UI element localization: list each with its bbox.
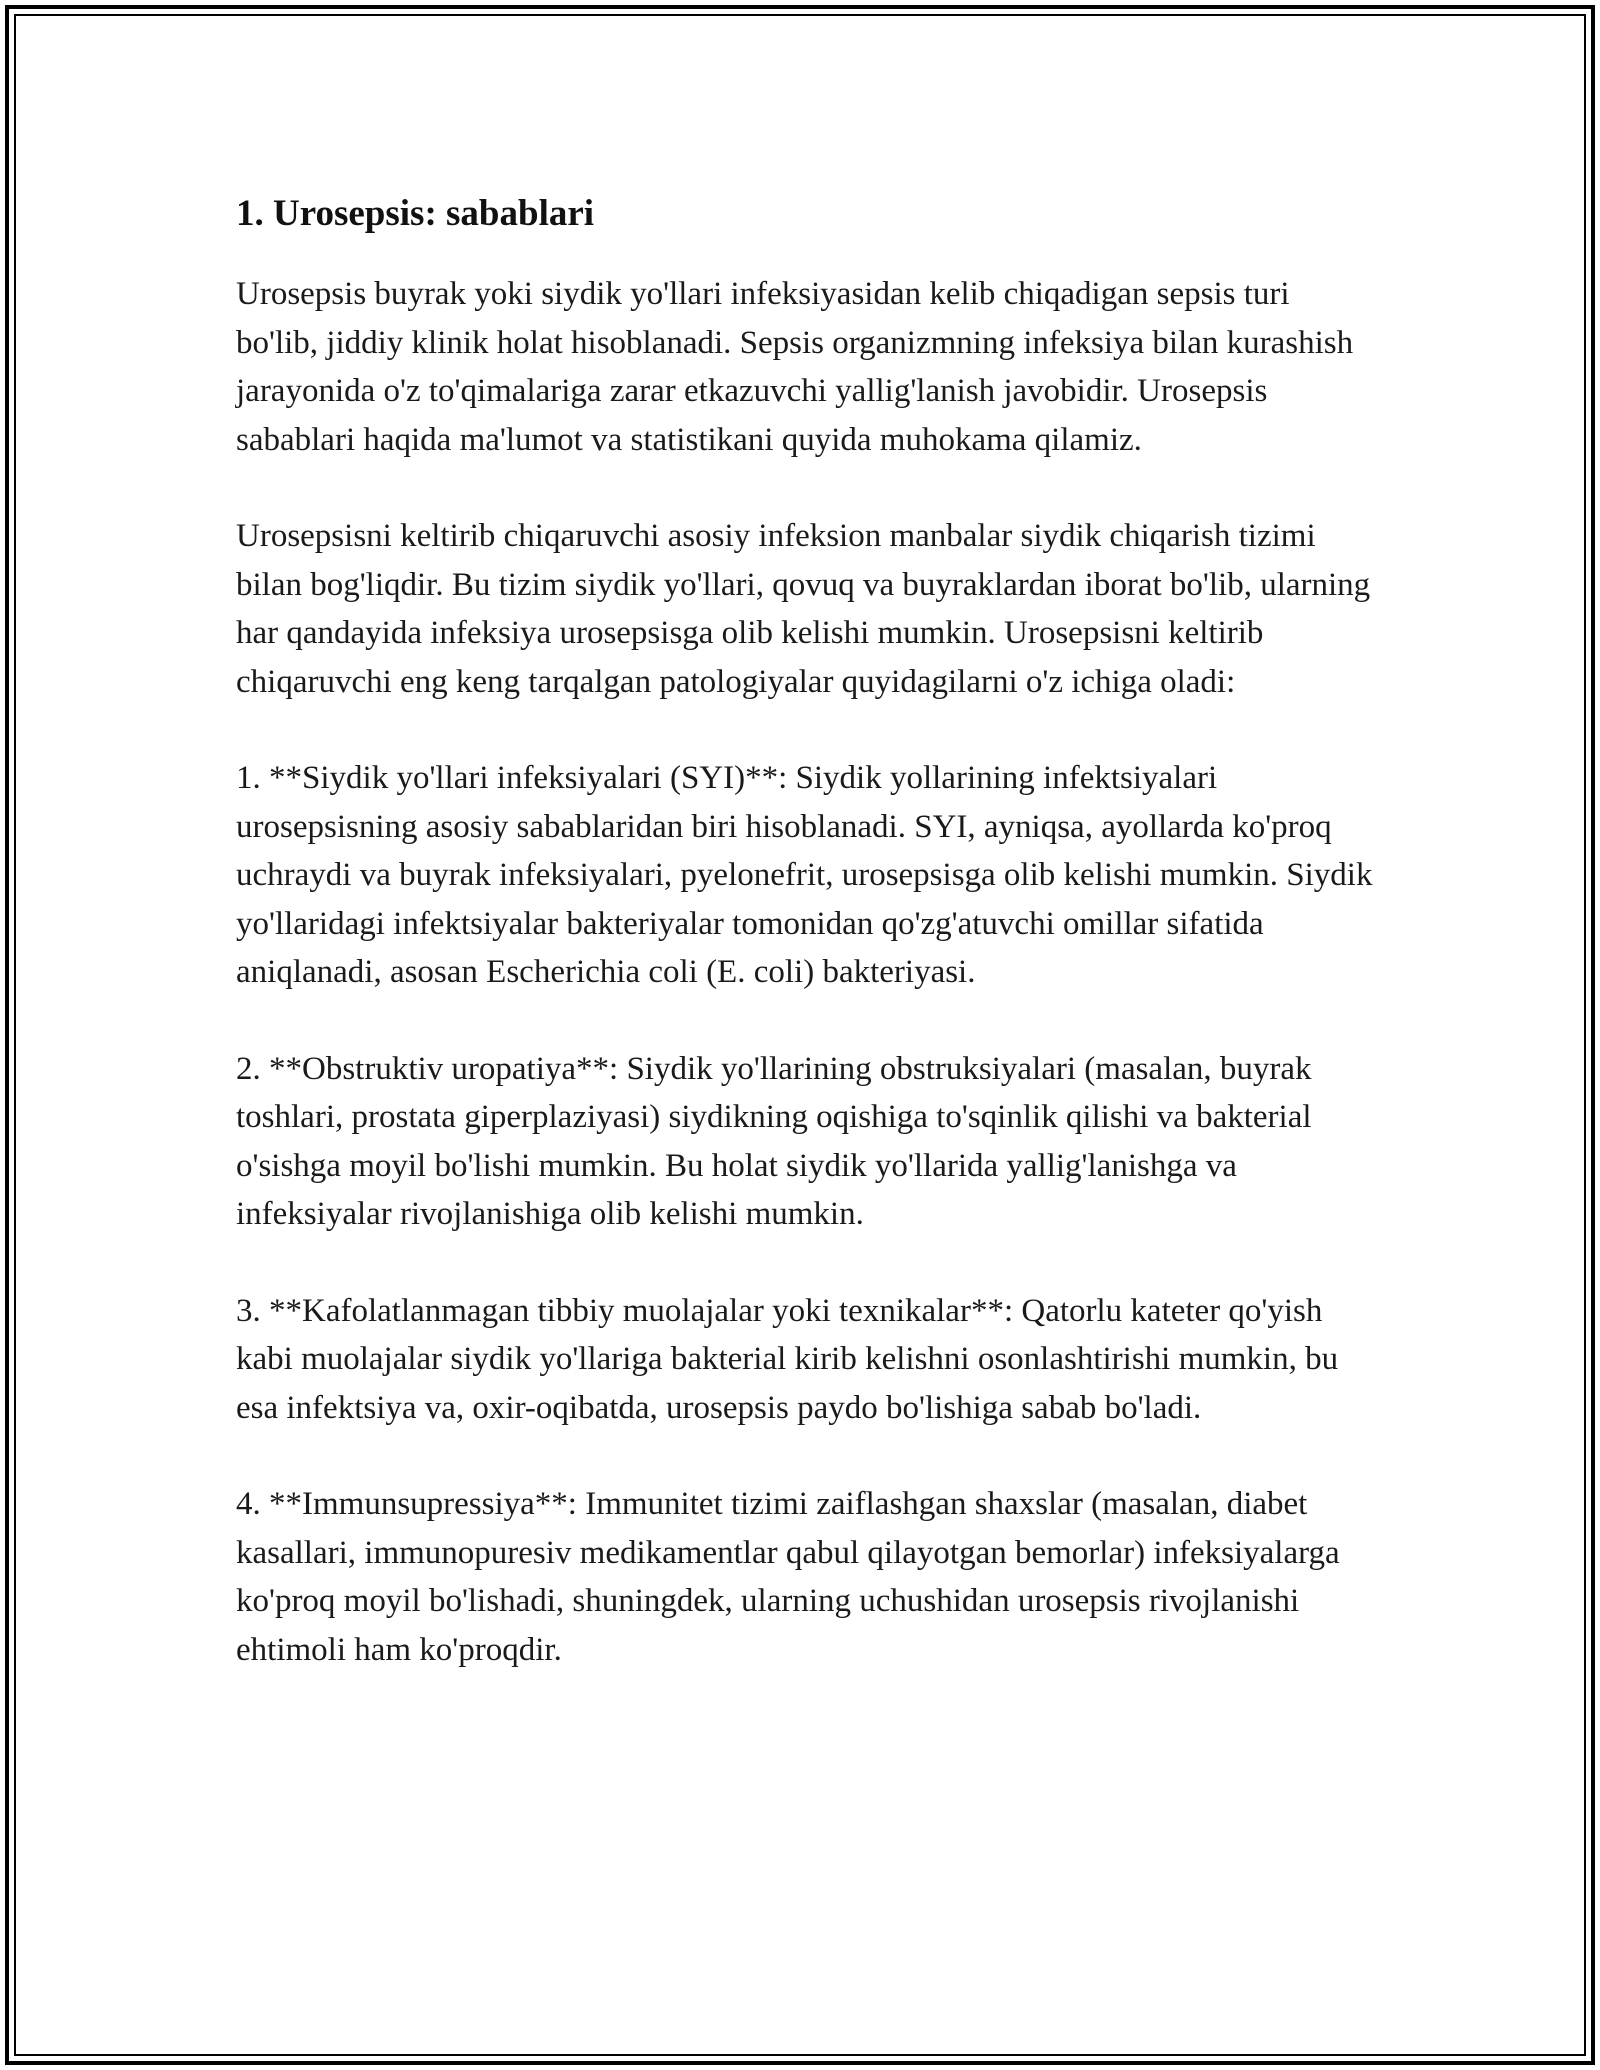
- list-item-uti: 1. **Siydik yo'llari infeksiyalari (SYI)**: Siydik yollarining infektsiyalari urosepsisning asosiy sabablaridan biri hisoblanadi. SYI, ayniqsa, ayollarda ko'proq uchraydi va buyrak infeksiyalari, pyelonefrit, urosepsisga olib kelishi mumkin. Siydik yo'llaridagi infektsiyalar bakteriyalar tomonidan qo'zg'atuvchi omillar sifatida aniqlanadi, asosan Escherichia coli (E. coli) bakteriyasi.: [236, 760, 1373, 990]
- list-item-medical-procedures: 3. **Kafolatlanmagan tibbiy muolajalar yoki texnikalar**: Qatorlu kateter qo'yish kabi muolajalar siydik yo'llariga bakterial kirib kelishni osonlashtirishi mumkin, bu esa infektsiya va, oxir-oqibatda, urosepsis paydo bo'lishiga sabab bo'ladi.: [236, 1292, 1339, 1426]
- document-body: [236, 188, 1376, 1674]
- paragraph-sources: Urosepsisni keltirib chiqaruvchi asosiy infeksion manbalar siydik chiqarish tizimi bilan bog'liqdir. Bu tizim siydik yo'llari, qovuq va buyraklardan iborat bo'lib, ularning har qandayida infeksiya urosepsisga olib kelishi mumkin. Urosepsisni keltirib chiqaruvchi eng keng tarqalgan patologiyalar quyidagilarni o'z ichiga oladi:: [236, 518, 1371, 700]
- paragraph-intro: Urosepsis buyrak yoki siydik yo'llari infeksiyasidan kelib chiqadigan sepsis turi bo'lib, jiddiy klinik holat hisoblanadi. Sepsis organizmning infeksiya bilan kurashish jarayonida o'z to'qimalariga zarar etkazuvchi yallig'lanish javobidir. Urosepsis sabablari haqida ma'lumot va statistikani quyida muhokama qilamiz.: [236, 276, 1354, 458]
- list-item-obstructive-uropathy: 2. **Obstruktiv uropatiya**: Siydik yo'llarining obstruksiyalari (masalan, buyrak toshlari, prostata giperplaziyasi) siydikning oqishiga to'sqinlik qilishi va bakterial o'sishga moyil bo'lishi mumkin. Bu holat siydik yo'llarida yallig'lanishga va infeksiyalar rivojlanishiga olib kelishi mumkin.: [236, 1050, 1312, 1232]
- document-title: 1. Urosepsis: sabablari: [236, 193, 595, 234]
- list-item-immunosuppression: 4. **Immunsupressiya**: Immunitet tizimi zaiflashgan shaxslar (masalan, diabet kasallari, immunopuresiv medikamentlar qabul qilayotgan bemorlar) infeksiyalarga ko'proq moyil bo'lishadi, shuningdek, ularning uchushidan urosepsis rivojlanishi ehtimoli ham ko'proqdir.: [236, 1486, 1340, 1668]
